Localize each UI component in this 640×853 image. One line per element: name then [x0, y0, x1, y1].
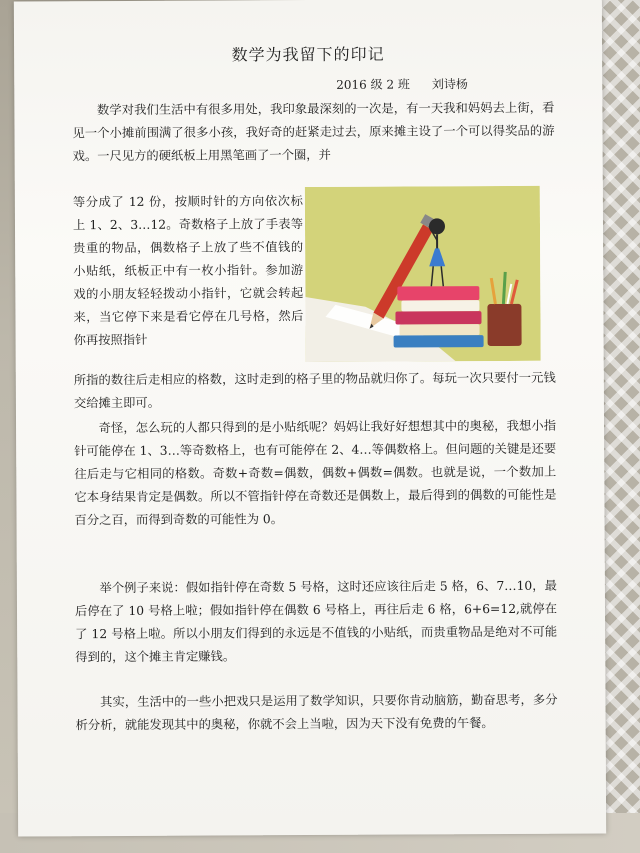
author-name: 刘诗杨 [431, 77, 468, 92]
essay-title: 数学为我留下的印记 [231, 44, 385, 65]
paragraph-1-intro: 数学对我们生活中有很多用处，我印象最深刻的一次是，有一天我和妈妈去上街，看见一个小摊前围满了很多小孩，我好奇的赶紧走过去，原来摊主设了一个可以得奖品的游戏。一尺见方的硬纸板上用黑笔画了一个圈，并 [72, 100, 555, 164]
paragraph-3: 举个例子来说：假如指针停在奇数 5 号格，这时还应该往后走 5 格，6、7…10，最后停在了 10 号格上啦；假如指针停在偶数 6 号格上，再往后走 6 格，6+6=12,就停在了 12 号格上啦。所以小朋友们得到的永远是不值钱的小贴纸，而贵重物品是绝对不可能得到的，这个摊主肯定赚钱。 [74, 578, 558, 665]
paragraph-1-end: 所指的数往后走相应的格数，这时走到的格子里的物品就归你了。每玩一次只要付一元钱交给摊主即可。 [73, 370, 556, 411]
paragraph-1-wrap: 等分成了 12 份，按顺时针的方向依次标上 1、2、3…12。奇数格子上放了手表等贵重的物品，偶数格子上放了些不值钱的小贴纸，纸板正中有一枚小指针。参加游戏的小朋友轻轻拨动小指针，它就会转起来，当它停下来是看它停在几号格，然后你再按照指针 [72, 194, 304, 348]
pencil-books-illustration [305, 186, 541, 362]
author-class: 2016 级 2 班 [336, 77, 410, 92]
paragraph-4: 其实，生活中的一些小把戏只是运用了数学知识，只要你肯动脑筋，勤奋思考，多分析分析，就能发现其中的奥秘，你就不会上当啦，因为天下没有免费的午餐。 [75, 692, 558, 733]
pencil-cup [487, 272, 521, 346]
essay-author [336, 75, 468, 93]
book-stack [393, 286, 483, 347]
essay-paper [14, 0, 606, 837]
paragraph-2: 奇怪，怎么玩的人都只得到的是小贴纸呢？妈妈让我好好想想其中的奥秘，我想小指针可能停在 1、3…等奇数格上，也有可能停在 2、4…等偶数格上。但问题的关键是还要往后走与它相同的格数。奇数+奇数=偶数，偶数+偶数=偶数。也就是说，一个数加上它本身结果肯定是偶数。所以不管指针停在奇数还是偶数上，最后得到的偶数的可能性是百分之百，而得到奇数的可能性为 0。 [74, 418, 557, 528]
